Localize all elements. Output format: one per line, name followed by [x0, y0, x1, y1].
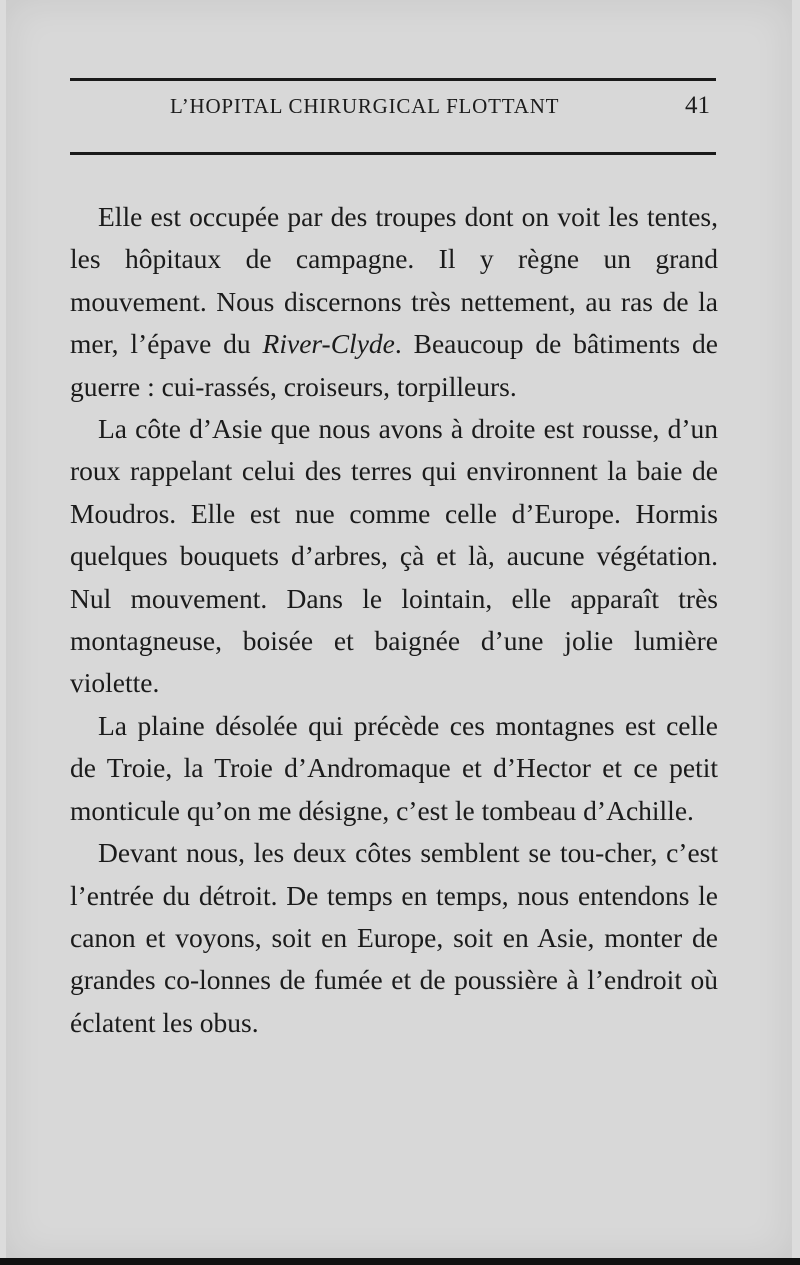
- paragraph-1: [70, 196, 718, 408]
- running-title: L’HOPITAL CHIRURGICAL FLOTTANT: [170, 94, 560, 118]
- paragraph-4: Devant nous, les deux côtes semblent se tou-cher, c’est l’entrée du détroit. De temps en temps, nous entendons le canon et voyons, soit en Europe, soit en Asie, monter de grandes co-lonnes de fumée et de poussière à l’endroit où éclatent les obus.: [70, 837, 718, 1038]
- ship-name-italic: River-Clyde: [262, 328, 395, 360]
- page-number: 41: [685, 92, 710, 119]
- book-page: [6, 0, 792, 1260]
- paragraph-1-text-b: . Beaucoup de bâtiments de guerre : cui-rassés, croiseurs, torpilleurs.: [70, 328, 718, 402]
- header-bottom-rule: [70, 152, 716, 155]
- paragraph-1-text-a: Elle est occupée par des troupes dont on voit les tentes, les hôpitaux de campagne. Il y règne un grand mouvement. Nous discernons très nettement, au ras de la mer, l’épave du: [70, 201, 718, 360]
- body-text: [70, 196, 718, 1044]
- paragraph-2: La côte d’Asie que nous avons à droite est rousse, d’un roux rappelant celui des terres qui environnent la baie de Moudros. Elle est nue comme celle d’Europe. Hormis quelques bouquets d’arbres, çà et là, aucune végétation. Nul mouvement. Dans le lointain, elle apparaît très montagneuse, boisée et baignée d’une jolie lumière violette.: [70, 413, 718, 699]
- running-head: [70, 92, 716, 132]
- header-top-rule: [70, 78, 716, 81]
- scan-bottom-edge: [0, 1258, 800, 1265]
- paragraph-3: La plaine désolée qui précède ces montagnes est celle de Troie, la Troie d’Andromaque et d’Hector et ce petit monticule qu’on me désigne, c’est le tombeau d’Achille.: [70, 709, 718, 826]
